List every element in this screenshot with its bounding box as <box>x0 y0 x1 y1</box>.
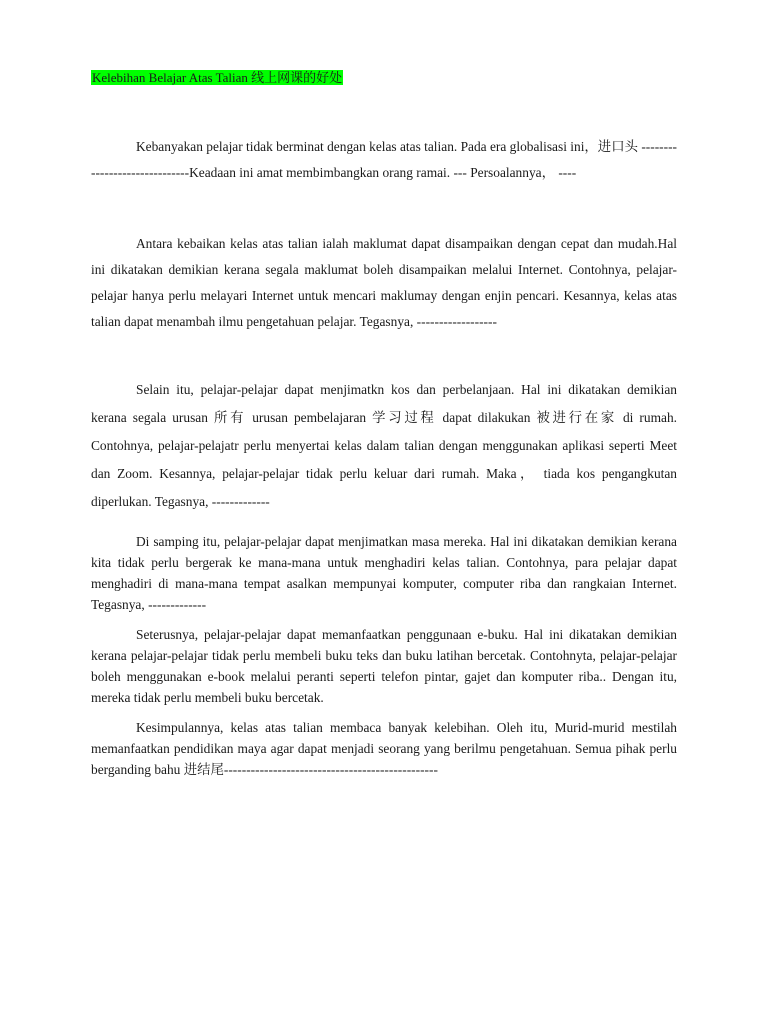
paragraph-point-3: Di samping itu, pelajar-pelajar dapat menjimatkan masa mereka. Hal ini dikatakan demikian kerana kita tidak perlu bergerak ke mana-mana untuk menghadiri kelas talian. Contohnya, para pelajar dapat menghadiri di mana-mana tempat asalkan mempunyai komputer, computer riba dan rangkaian Internet. Tegasnya, ------------- <box>91 534 677 612</box>
paragraph-conclusion: Kesimpulannya, kelas atas talian membaca banyak kelebihan. Oleh itu, Murid-murid mestilah memanfaatkan pendidikan maya agar dapat menjadi seorang yang berilmu pengetahuan. Semua pihak perlu berganding bahu 进结尾------------------------------------------------ <box>91 720 677 777</box>
paragraph-point-1: Antara kebaikan kelas atas talian ialah maklumat dapat disampaikan dengan cepat dan mudah.Hal ini dikatakan demikian kerana segala maklumat boleh disampaikan melalui Internet. Contohnya, pelajar-pelajar hanya perlu melayari Internet untuk mencari maklumay dengan enjin pencari. Kesannya, kelas atas talian dapat menambah ilmu pengetahuan pelajar. Tegasnya, ------------------ <box>91 236 677 329</box>
document-title <box>91 69 343 87</box>
paragraph-point-4: Seterusnya, pelajar-pelajar dapat memanfaatkan penggunaan e-buku. Hal ini dikatakan demikian kerana pelajar-pelajar tidak perlu membeli buku teks dan buku latihan bercetak. Contohnyta, pelajar-pelajar boleh menggunakan e-book melalui peranti seperti telefon pintar, gajet dan komputer riba.. Dengan itu, mereka tidak perlu membeli buku bercetak. <box>91 627 677 705</box>
title-highlight: Kelebihan Belajar Atas Talian 线上网课的好处 <box>92 70 343 85</box>
paragraph-point-2: Selain itu, pelajar-pelajar dapat menjimatkn kos dan perbelanjaan. Hal ini dikatakan demikian kerana segala urusan 所有 urusan pembelajaran 学习过程 dapat dilakukan 被进行在家 di rumah. Contohnya, pelajar-pelajatr perlu menyertai kelas dalam talian dengan menggunakan aplikasi seperti Meet dan Zoom. Kesannya, pelajar-pelajar tidak perlu keluar dari rumah. Maka， tiada kos pengangkutan diperlukan. Tegasnya, ------------- <box>91 382 677 509</box>
paragraph-introduction: Kebanyakan pelajar tidak berminat dengan kelas atas talian. Pada era globalisasi ini，进口头 ------------------------------Keadaan ini amat membimbangkan orang ramai. --- Persoalannya， ---- <box>91 139 677 180</box>
